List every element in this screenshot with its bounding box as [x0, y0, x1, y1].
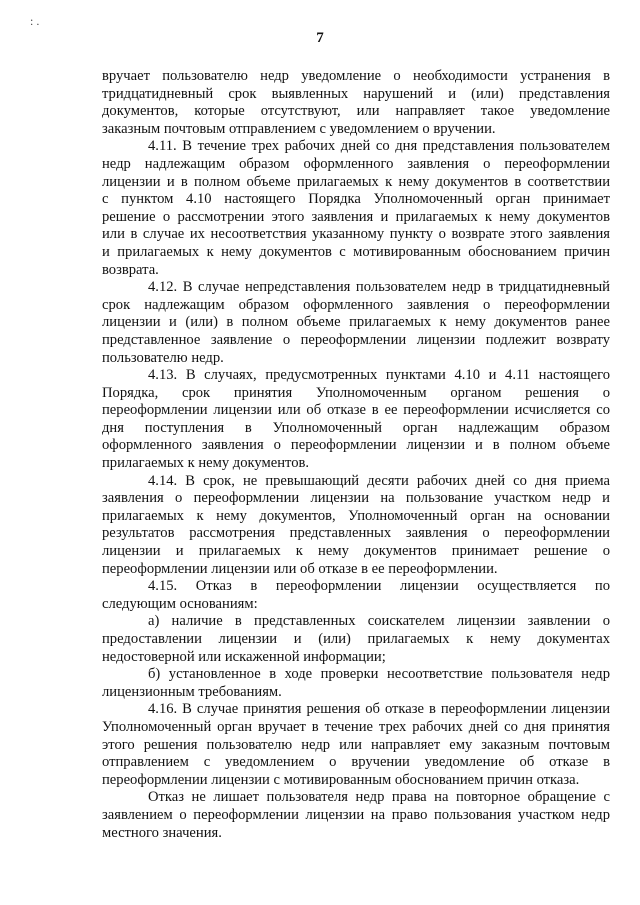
text-line: заказным почтовым отправлением с уведомлением о вручении. [102, 120, 496, 137]
text-line: дня поступления в Уполномоченный орган надлежащим образом [102, 419, 610, 436]
text-line: решение о рассмотрении этого заявления и прилагаемых к нему документов [102, 208, 610, 225]
text-line: срок надлежащим образом оформленного заявления о переоформлении [102, 296, 610, 313]
text-line: пользователю недр. [102, 349, 224, 366]
text-line: а) наличие в представленных соискателем лицензии заявлении о [148, 613, 610, 630]
scan-marks: : . [30, 14, 40, 28]
text-line: недостоверной или искаженной информации; [102, 648, 386, 665]
text-line: прилагаемых к нему документов. [102, 455, 310, 472]
text-line: или в случае их несоответствия указанному пункту о возврате этого заявления [102, 226, 610, 243]
text-line: Уполномоченный орган вручает в течение трех рабочих дней со дня принятия [102, 718, 610, 735]
text-line: Отказ не лишает пользователя недр права на повторное обращение с [148, 789, 610, 806]
text-line: прилагаемых к нему документов, Уполномоченный орган на основании [102, 507, 610, 524]
text-line: лицензии и в полном объеме прилагаемых к нему документов в соответствии [102, 173, 610, 190]
text-line: результатов рассмотрения представленных заявления о переоформлении [102, 525, 610, 542]
text-line: 4.16. В случае принятия решения об отказе в переоформлении лицензии [148, 701, 610, 718]
text-line: 4.12. В случае непредставления пользователем недр в тридцатидневный [148, 279, 610, 296]
text-line: 4.14. В срок, не превышающий десяти рабочих дней со дня приема [148, 472, 610, 489]
text-line: лицензии и (или) в полном объеме прилагаемых к нему документов ранее [102, 314, 610, 331]
text-line: местного значения. [102, 824, 222, 841]
text-line: лицензионным требованиям. [102, 683, 282, 700]
text-line: отправлением с уведомлением о вручении уведомление об отказе в [102, 754, 610, 771]
text-line: заявления о переоформлении лицензии на пользование участком недр и [102, 490, 610, 507]
text-line: переоформлении лицензии или об отказе в ее переоформлении. [102, 560, 498, 577]
text-line: вручает пользователю недр уведомление о необходимости устранения в [102, 68, 610, 84]
text-line: 4.13. В случаях, предусмотренных пунктами 4.10 и 4.11 настоящего [148, 367, 610, 384]
text-line: переоформлении лицензии с мотивированным обоснованием причин отказа. [102, 771, 580, 788]
text-line: Порядка, срок принятия Уполномоченным органом решения о [102, 384, 610, 401]
text-line: следующим основаниям: [102, 595, 258, 612]
text-line: б) установленное в ходе проверки несоответствие пользователя недр [148, 666, 610, 683]
text-line: представленное заявление о переоформлении лицензии подлежит возврату [102, 331, 610, 348]
text-line: 4.15. Отказ в переоформлении лицензии осуществляется по [148, 578, 610, 595]
text-line: с пунктом 4.10 настоящего Порядка Уполномоченный орган принимает [102, 191, 610, 208]
text-line: тридцатидневный срок выявленных нарушений и (или) представления [102, 85, 610, 102]
text-line: этого решения пользователю недр или направляет ему заказным почтовым [102, 736, 610, 753]
text-line: 4.11. В течение трех рабочих дней со дня представления пользователем [148, 138, 610, 155]
text-line: оформленного заявления о переоформлении лицензии и в полном объеме [102, 437, 610, 454]
text-line: возврата. [102, 261, 159, 278]
text-line: недр надлежащим образом оформленного заявления о переоформлении [102, 155, 610, 172]
page-number: 7 [316, 30, 324, 46]
text-line: лицензии и прилагаемых к нему документов принимает решение о [102, 543, 610, 560]
text-line: и прилагаемых к нему документов с мотивированным обоснованием причин [102, 243, 610, 260]
text-line: предоставлении лицензии и (или) прилагаемых к нему документах [102, 631, 610, 647]
text-line: документов, которые отсутствуют, или направляет такое уведомление [102, 103, 610, 120]
text-line: переоформлении лицензии или об отказе в ее переоформлении исчисляется со [102, 402, 610, 419]
document-body [102, 68, 610, 842]
text-line: заявлением о переоформлении лицензии на право пользования участком недр [102, 806, 610, 823]
